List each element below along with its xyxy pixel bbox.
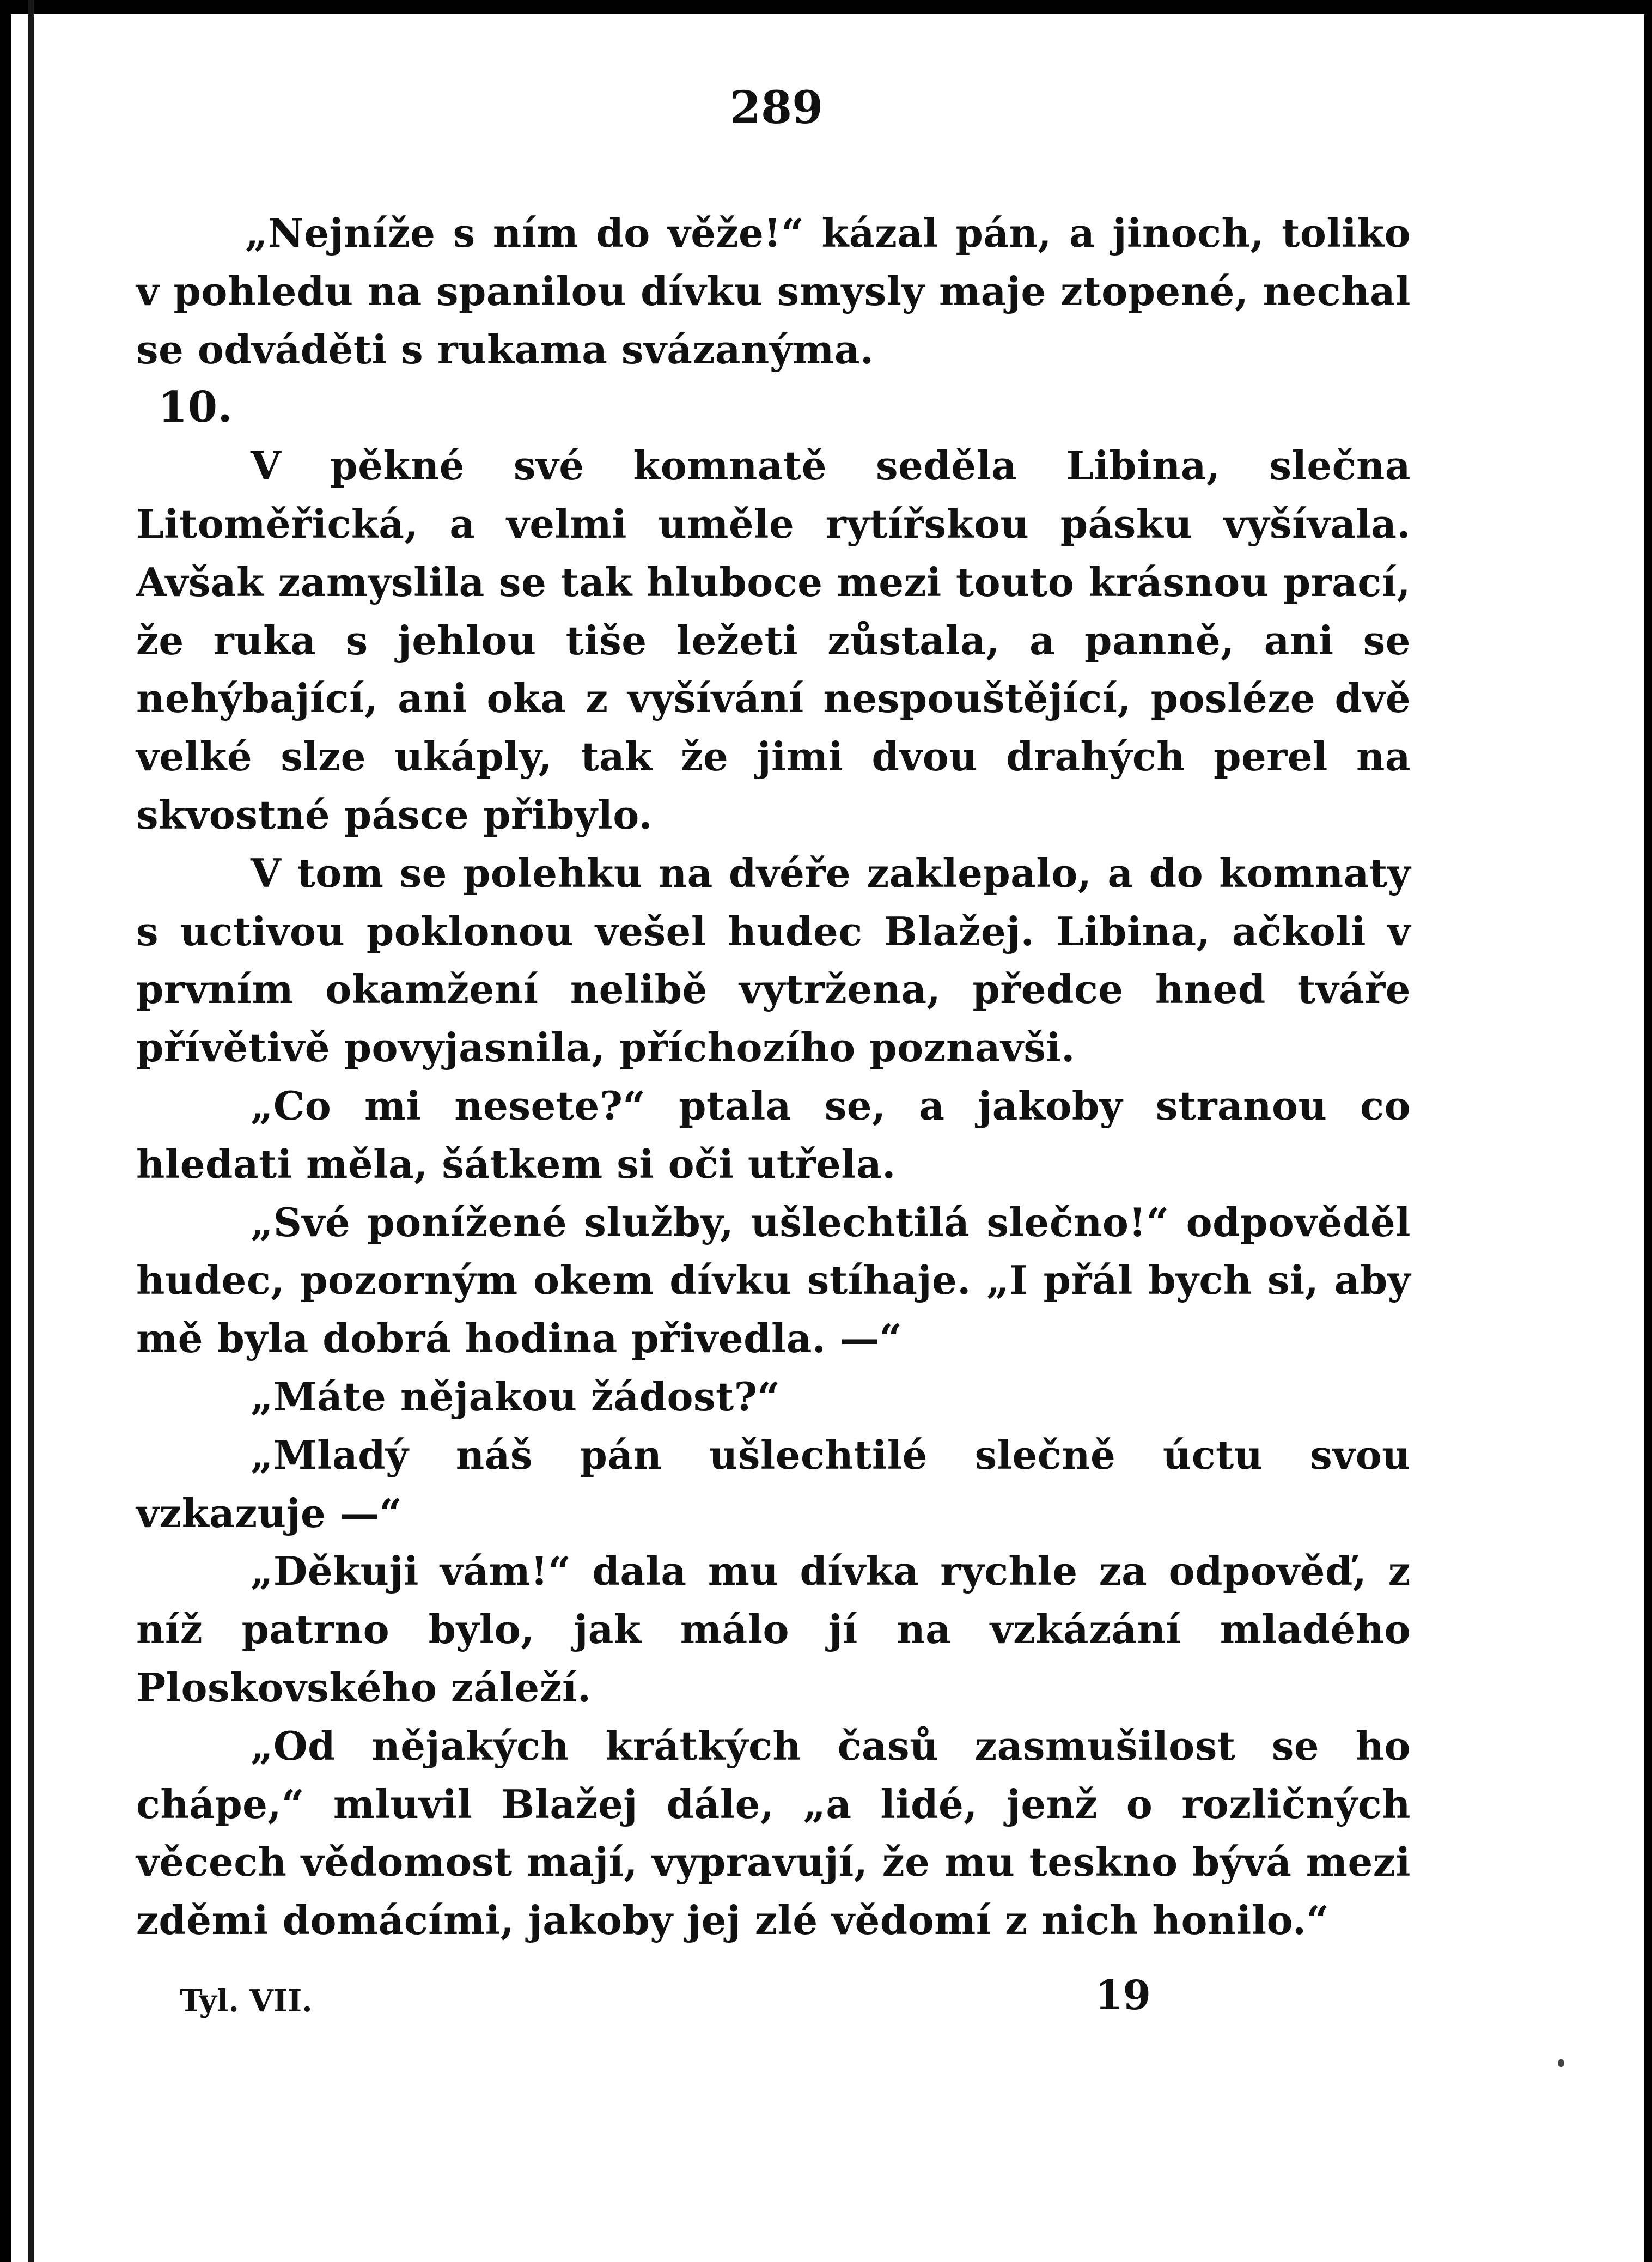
paragraph-3: V tom se polehku na dvéře zaklepalo, a do komnaty s uctivou poklonou vešel hudec Blažej. Libina, ačkoli v prvním okamžení nelibě vytržena, předce hned tváře přívětivě povyjasnila, příchozího poznavši. [136,849,1411,1071]
page-footer [180,1972,1269,2027]
body-text [136,204,1411,1950]
paragraph-8: „Děkuji vám!“ dala mu dívka rychle za odpověď, z níž patrno bylo, jak málo jí na vzkázání mladého Ploskovského záleží. [136,1548,1411,1711]
paragraph-9: „Od nějakých krátkých časů zasmušilost se ho chápe,“ mluvil Blažej dále, „a lidé, jenž o rozličných věcech vědomost mají, vypravují, že mu teskno bývá mezi zděmi domácími, jakoby jej zlé vědomí z nich honilo.“ [136,1722,1411,1944]
footer-signature-left: Tyl. VII. [180,1983,313,2019]
paragraph-4: „Co mi nesete?“ ptala se, a jakoby stranou co hledati měla, šátkem si oči utřela. [136,1082,1411,1187]
scan-speck [1558,2059,1564,2067]
paragraph-6: „Máte nějakou žádost?“ [251,1373,781,1420]
scan-border-top [0,0,1652,14]
paragraph-7: „Mladý náš pán ušlechtilé slečně úctu svou vzkazuje —“ [136,1431,1411,1536]
paragraph-1: „Nejníže s ním do věže!“ kázal pán, a jinoch, toliko v pohledu na spanilou dívku smysly maje ztopené, nechal se odváděti s rukama svázanýma. [136,210,1411,373]
scan-border-left-inner [28,0,34,2262]
page-number: 289 [730,82,824,134]
paragraph-5: „Své ponížené služby, ušlechtilá slečno!“ odpověděl hudec, pozorným okem dívku stíhaje. „I přál bych si, aby mě byla dobrá hodina přivedla. —“ [136,1199,1411,1362]
scan-border-left [0,0,11,2262]
scan-border-right [1644,0,1652,2262]
footer-signature-right: 19 [1095,1972,1151,2019]
paragraph-2: V pěkné své komnatě seděla Libina, slečna Litoměřická, a velmi uměle rytířskou pásku vyšívala. Avšak zamyslila se tak hluboce mezi touto krásnou prací, že ruka s jehlou tiše ležeti zůstala, a panně, ani se nehýbající, ani oka z vyšívání nespouštějící, posléze dvě velké slze ukáply, tak že jimi dvou drahých perel na skvostné pásce přibylo. [136,442,1411,838]
chapter-heading: 10. [158,382,233,433]
